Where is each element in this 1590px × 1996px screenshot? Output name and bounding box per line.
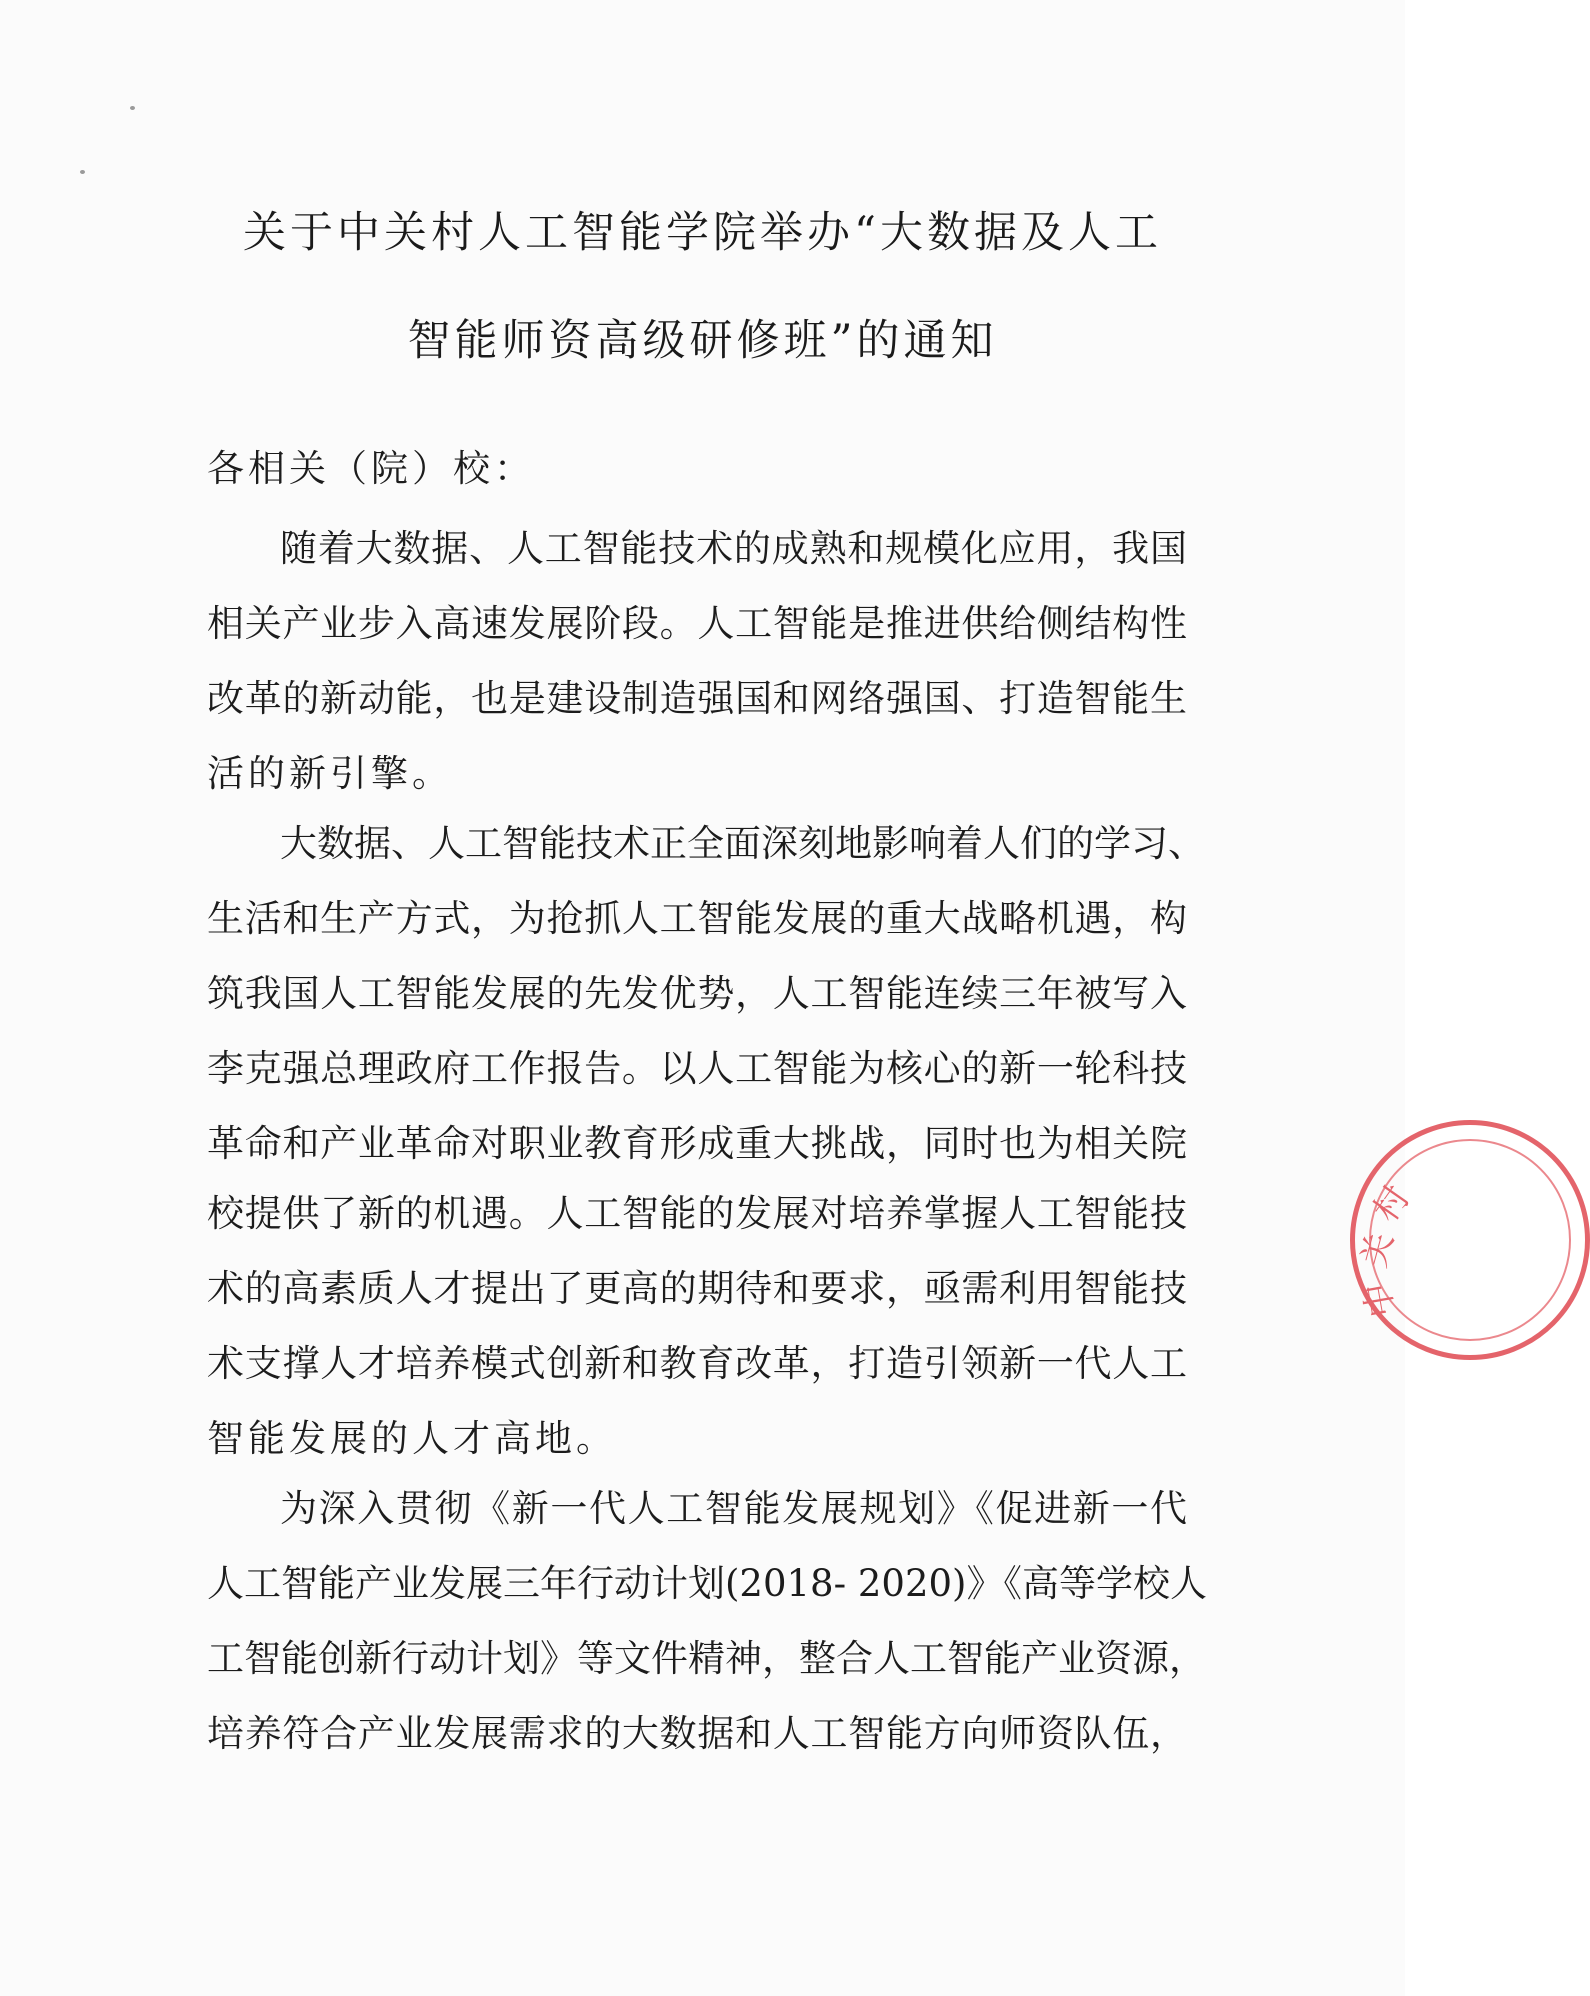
- seal-character: 中: [1357, 1279, 1403, 1321]
- paragraph-2-line-4: 李克强总理政府工作报告。以人工智能为核心的新一轮科技: [207, 1047, 1187, 1090]
- paragraph-1-line-3: 改革的新动能，也是建设制造强国和网络强国、打造智能生: [207, 677, 1187, 720]
- paragraph-2-line-2: 生活和生产方式，为抢抓人工智能发展的重大战略机遇，构: [207, 897, 1187, 940]
- official-seal: [1350, 1120, 1590, 1360]
- paragraph-2-line-1: 大数据、人工智能技术正全面深刻地影响着人们的学习、: [280, 822, 1205, 865]
- seal-character: 关: [1354, 1228, 1402, 1272]
- paragraph-2-line-7: 术的高素质人才提出了更高的期待和要求，亟需利用智能技: [207, 1267, 1187, 1310]
- scan-speck: [80, 170, 85, 174]
- paragraph-2-line-3: 筑我国人工智能发展的先发优势，人工智能连续三年被写入: [207, 972, 1187, 1015]
- paragraph-2-line-8: 术支撑人才培养模式创新和教育改革，打造引领新一代人工: [207, 1342, 1187, 1385]
- paragraph-1-line-4: 活的新引擎。: [207, 752, 453, 795]
- salutation: 各相关（院）校：: [207, 447, 535, 490]
- paragraph-3-line-4: 培养符合产业发展需求的大数据和人工智能方向师资队伍，: [207, 1712, 1187, 1755]
- scan-speck: [130, 106, 135, 110]
- paragraph-2-line-6: 校提供了新的机遇。人工智能的发展对培养掌握人工智能技: [207, 1192, 1187, 1235]
- seal-character: 村: [1365, 1178, 1419, 1230]
- paragraph-2-line-5: 革命和产业革命对职业教育形成重大挑战，同时也为相关院: [207, 1122, 1187, 1165]
- document-title-line-1: 关于中关村人工智能学院举办“大数据及人工: [243, 208, 1162, 258]
- paragraph-1-line-1: 随着大数据、人工智能技术的成熟和规模化应用，我国: [280, 527, 1187, 570]
- paragraph-2-line-9: 智能发展的人才高地。: [207, 1417, 617, 1460]
- document-title-line-2: 智能师资高级研修班”的通知: [407, 316, 998, 366]
- paragraph-3-line-3: 工智能创新行动计划》等文件精神，整合人工智能产业资源，: [207, 1637, 1206, 1680]
- paragraph-1-line-2: 相关产业步入高速发展阶段。人工智能是推进供给侧结构性: [207, 602, 1187, 645]
- paragraph-3-line-2: 人工智能产业发展三年行动计划(2018- 2020)》《高等学校人: [207, 1562, 1207, 1605]
- paragraph-3-line-1: 为深入贯彻《新一代人工智能发展规划》《促进新一代: [280, 1487, 1187, 1530]
